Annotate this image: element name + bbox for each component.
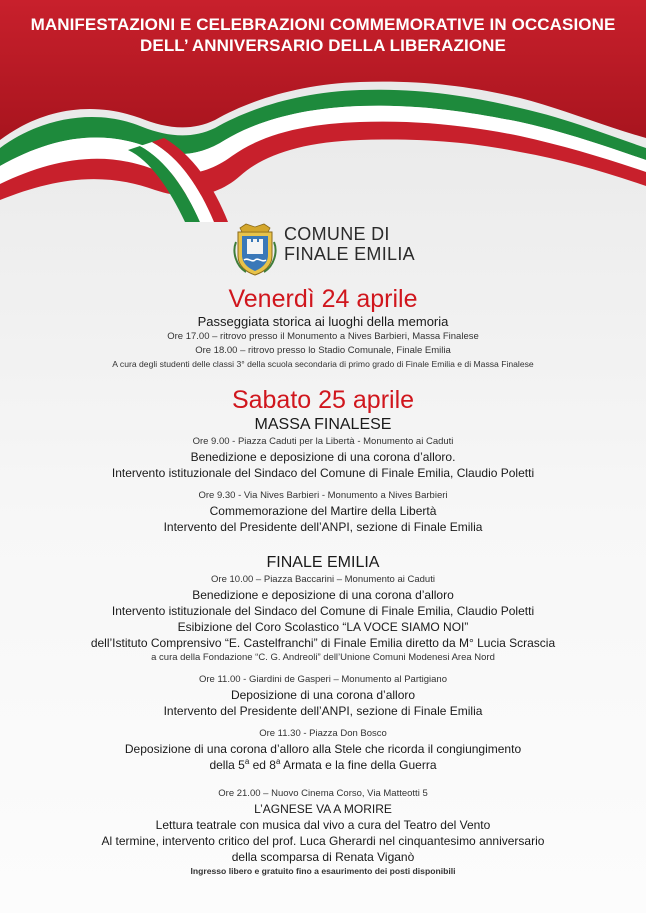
finale-event-1-line-4: dell’Istituto Comprensivo “E. Castelfranchi” di Finale Emilia diretto da M° Lucia Scrascia	[90, 636, 556, 650]
coat-of-arms-icon	[232, 222, 278, 276]
municipality-logo	[232, 222, 432, 278]
saturday-date: Sabato 25 aprile	[231, 386, 415, 414]
finale-event-3-line-1: Deposizione di una corona d’alloro alla Stele che ricorda il congiungimento	[124, 742, 522, 756]
friday-date: Venerdì 24 aprile	[228, 285, 418, 313]
friday-time-1: Ore 17.00 – ritrovo presso il Monumento a Nives Barbieri, Massa Finalese	[167, 331, 479, 342]
friday-note: A cura degli studenti delle classi 3° della scuola secondaria di primo grado di Finale Emilia e di Massa Finalese	[112, 359, 534, 369]
finale-event-4-note: Ingresso libero e gratuito fino a esaurimento dei posti disponibili	[190, 866, 456, 876]
finale-event-1-time: Ore 10.00 – Piazza Baccarini – Monumento ai Caduti	[211, 574, 435, 585]
massa-event-1-line-1: Benedizione e deposizione di una corona d’alloro.	[190, 450, 456, 464]
friday-time-2: Ore 18.00 – ritrovo presso lo Stadio Comunale, Finale Emilia	[195, 345, 451, 356]
army-text-a: della 5	[209, 758, 245, 772]
army-text-c: Armata e la fine della Guerra	[280, 758, 437, 772]
municipality-name-line-1: COMUNE DI	[284, 224, 390, 244]
finale-event-4-time: Ore 21.00 – Nuovo Cinema Corso, Via Matteotti 5	[218, 788, 428, 799]
municipality-name	[284, 224, 415, 264]
finale-event-4-line-3: della scomparsa di Renata Viganò	[231, 850, 415, 864]
program-content	[0, 284, 646, 878]
massa-event-2-line-2: Intervento del Presidente dell’ANPI, sezione di Finale Emilia	[163, 520, 483, 534]
header-line-1: MANIFESTAZIONI E CELEBRAZIONI COMMEMORATIVE IN OCCASIONE	[30, 15, 616, 34]
army-sup-2: a	[275, 757, 281, 766]
finale-event-2-line-1: Deposizione di una corona d’alloro	[230, 688, 416, 702]
massa-heading: MASSA FINALESE	[254, 416, 392, 433]
massa-event-2-line-1: Commemorazione del Martire della Libertà	[209, 504, 437, 518]
header-line-2: DELL’ ANNIVERSARIO DELLA LIBERAZIONE	[140, 36, 506, 55]
finale-event-3-line-2	[0, 757, 646, 773]
army-text-b: ed 8	[249, 758, 276, 772]
municipality-name-line-2: FINALE EMILIA	[284, 244, 415, 264]
friday-title: Passeggiata storica ai luoghi della memoria	[197, 314, 449, 329]
finale-event-1-line-5: a cura della Fondazione “C. G. Andreoli” dell’Unione Comuni Modenesi Area Nord	[151, 652, 495, 663]
finale-event-4-line-2: Al termine, intervento critico del prof. Luca Gherardi nel cinquantesimo anniversario	[101, 834, 545, 848]
finale-event-1-line-1: Benedizione e deposizione di una corona d’alloro	[192, 588, 454, 602]
massa-event-2-time: Ore 9.30 - Via Nives Barbieri - Monumento a Nives Barbieri	[198, 490, 448, 501]
finale-event-1-line-3: Esibizione del Coro Scolastico “LA VOCE SIAMO NOI”	[177, 620, 469, 634]
finale-event-2-time: Ore 11.00 - Giardini de Gasperi – Monumento al Partigiano	[198, 674, 447, 685]
finale-event-1-line-2: Intervento istituzionale del Sindaco del Comune di Finale Emilia, Claudio Poletti	[111, 604, 535, 618]
army-sup-1: a	[244, 757, 250, 766]
finale-event-4-title: L’AGNESE VA A MORIRE	[254, 802, 392, 816]
massa-event-1-time: Ore 9.00 - Piazza Caduti per la Libertà - Monumento ai Caduti	[192, 436, 454, 447]
page-header	[0, 14, 646, 56]
finale-event-3-time: Ore 11.30 - Piazza Don Bosco	[259, 728, 387, 739]
massa-event-1-line-2: Intervento istituzionale del Sindaco del Comune di Finale Emilia, Claudio Poletti	[111, 466, 535, 480]
finale-heading: FINALE EMILIA	[266, 554, 380, 571]
finale-event-2-line-2: Intervento del Presidente dell’ANPI, sezione di Finale Emilia	[163, 704, 483, 718]
finale-event-4-line-1: Lettura teatrale con musica dal vivo a cura del Teatro del Vento	[155, 818, 491, 832]
